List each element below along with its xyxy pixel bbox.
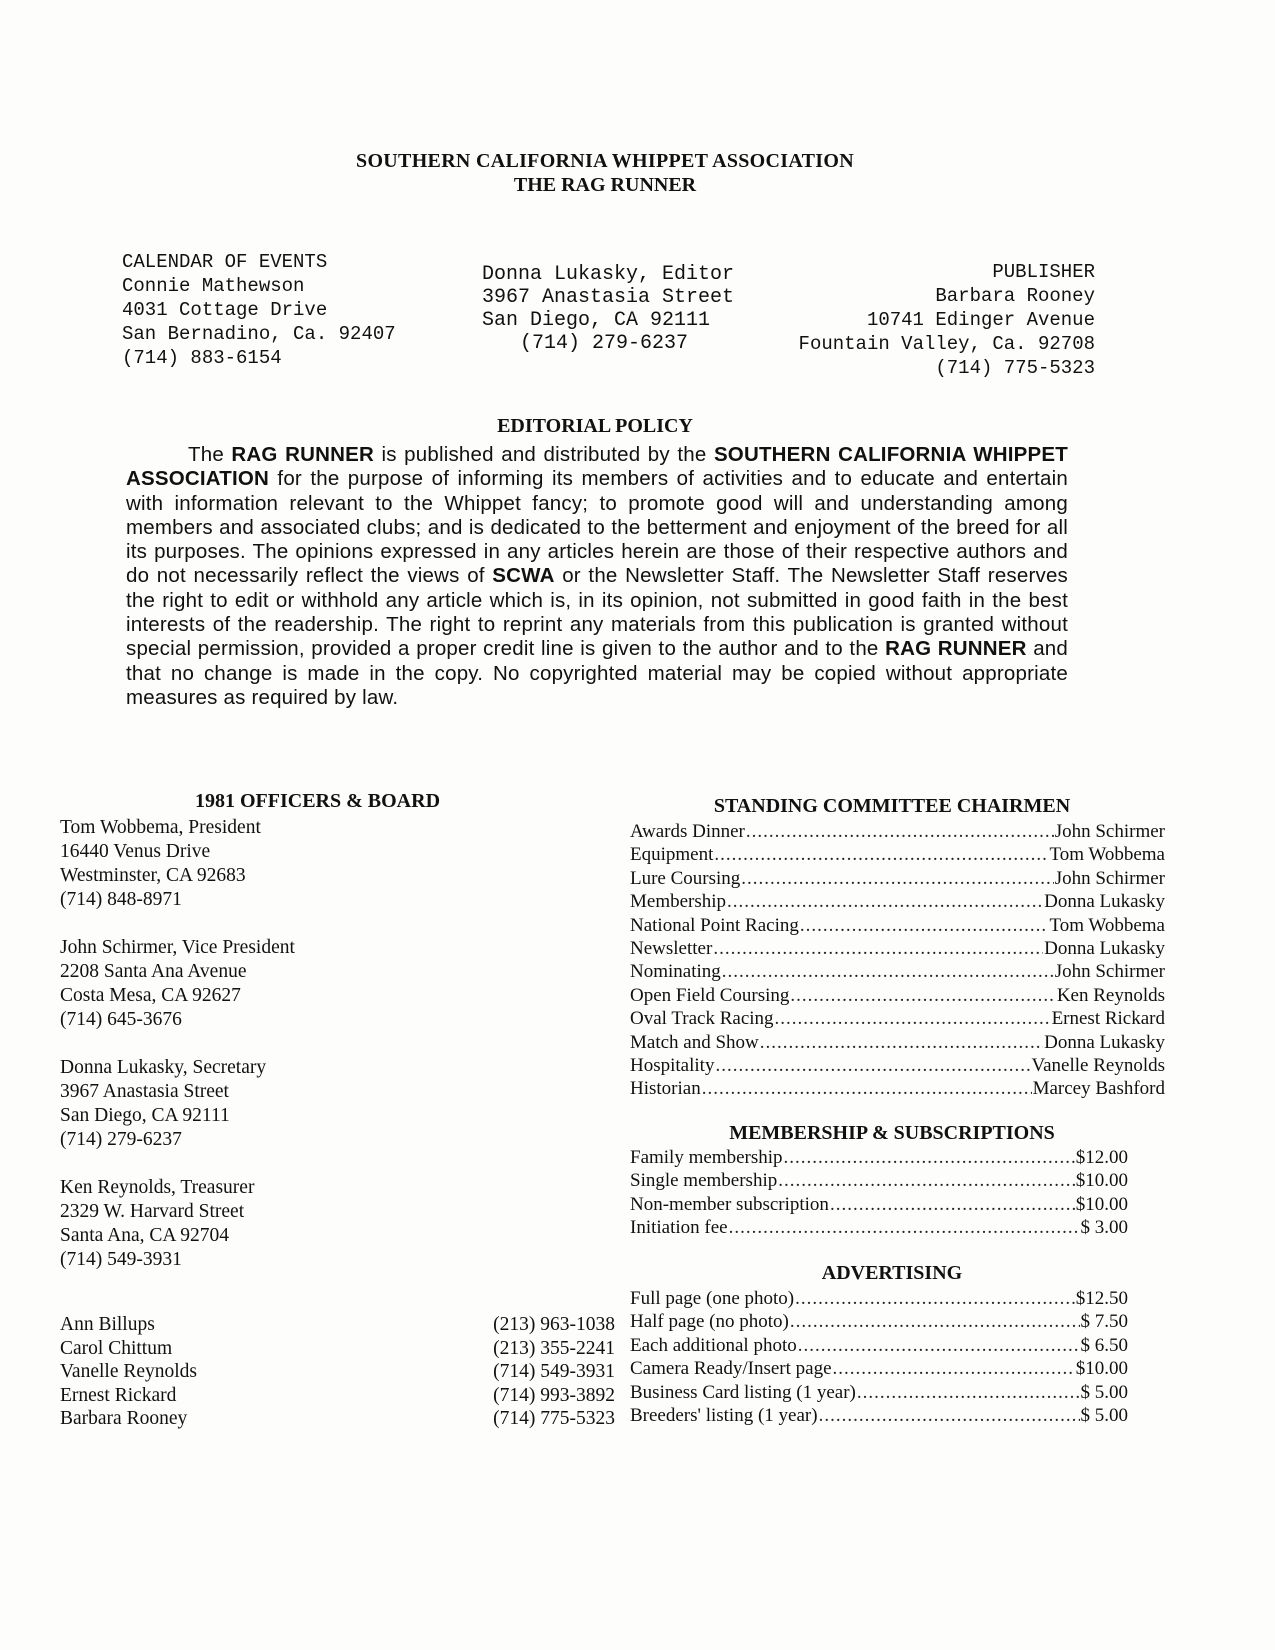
officer-line: (714) 645-3676 — [60, 1009, 182, 1030]
row-value: Tom Wobbema — [1049, 844, 1165, 866]
board-members-list — [60, 1313, 620, 1431]
row-label: Awards Dinner — [630, 821, 745, 842]
officer-line: Santa Ana, CA 92704 — [60, 1225, 229, 1246]
row-label: Open Field Coursing — [630, 984, 790, 1006]
association-title: SOUTHERN CALIFORNIA WHIPPET ASSOCIATION — [356, 150, 854, 172]
officer-line: Westminster, CA 92683 — [60, 865, 246, 886]
row-value: John Schirmer — [1054, 961, 1165, 983]
row-value: $ 5.00 — [1080, 1381, 1128, 1403]
row-label: Historian — [630, 1078, 701, 1100]
dot-leader — [727, 890, 1043, 913]
editorial-policy-text — [126, 443, 1068, 710]
officer-entry — [60, 816, 360, 912]
row-value: $ 6.50 — [1080, 1334, 1128, 1356]
list-row — [630, 1357, 1128, 1380]
board-member-phone: (213) 355-2241 — [493, 1337, 615, 1359]
board-member-name: Ernest Rickard — [60, 1384, 177, 1406]
row-value: Ernest Rickard — [1051, 1008, 1165, 1030]
policy-text: or the Newsletter Staff. The Newsletter Staff reserves the right to edit or withhold any article which is, in its opinion, not submitted in good faith in the best interests of the readership. The right to reprint any materials from this publication is granted without special permission, provided a proper credit line is given to the author and to the — [126, 564, 1069, 661]
officer-line: Ken Reynolds, Treasurer — [60, 1177, 255, 1198]
list-row — [630, 1054, 1165, 1077]
editor-line: (714) 279-6237 — [520, 332, 689, 355]
row-label: Non-member subscription — [630, 1193, 829, 1215]
list-row — [630, 1193, 1128, 1216]
editor-line: 3967 Anastasia Street — [482, 286, 735, 309]
row-label: Business Card listing (1 year) — [630, 1381, 856, 1403]
row-value: John Schirmer — [1054, 821, 1165, 842]
list-row — [630, 820, 1165, 843]
committee-title: STANDING COMMITTEE CHAIRMEN — [713, 795, 1071, 817]
dot-leader — [760, 1031, 1043, 1054]
editor-line: Donna Lukasky, Editor — [482, 263, 735, 286]
board-member-row — [60, 1360, 615, 1384]
newsletter-title: THE RAG RUNNER — [513, 174, 697, 196]
dot-leader — [798, 1334, 1080, 1357]
row-label: Each additional photo — [630, 1334, 797, 1356]
board-member-name: Barbara Rooney — [60, 1408, 188, 1429]
row-value: Ken Reynolds — [1056, 984, 1165, 1006]
dot-leader — [741, 867, 1053, 890]
officer-line: 2329 W. Harvard Street — [60, 1201, 245, 1222]
row-value: $10.00 — [1075, 1170, 1128, 1192]
row-label: Half page (no photo) — [630, 1311, 789, 1333]
policy-text: is published and distributed by the — [373, 443, 714, 466]
row-value: $ 5.00 — [1080, 1405, 1128, 1427]
officer-line: 2208 Santa Ana Avenue — [60, 961, 247, 982]
row-value: $10.00 — [1075, 1193, 1128, 1215]
calendar-line: San Bernadino, Ca. 92407 — [122, 323, 396, 345]
policy-bold: SCWA — [492, 564, 555, 588]
publisher-contact — [760, 260, 1095, 380]
list-row — [630, 984, 1165, 1007]
row-value: Donna Lukasky — [1044, 1031, 1165, 1053]
calendar-line: 4031 Cottage Drive — [122, 299, 328, 321]
calendar-line: Connie Mathewson — [122, 275, 305, 297]
dot-leader — [790, 1310, 1080, 1333]
row-label: Lure Coursing — [630, 867, 741, 889]
row-value: $12.50 — [1075, 1288, 1128, 1309]
board-member-name: Ann Billups — [60, 1314, 155, 1335]
advertising-title: ADVERTISING — [821, 1262, 963, 1284]
officers-title: 1981 OFFICERS & BOARD — [195, 790, 441, 812]
list-row — [630, 914, 1165, 937]
row-value: Donna Lukasky — [1044, 891, 1165, 913]
row-value: Vanelle Reynolds — [1031, 1055, 1165, 1077]
row-label: Full page (one photo) — [630, 1288, 795, 1309]
list-row — [630, 1310, 1128, 1333]
officer-line: (714) 279-6237 — [60, 1129, 182, 1150]
row-label: Hospitality — [630, 1055, 715, 1077]
policy-bold: RAG RUNNER — [231, 443, 374, 466]
list-row — [630, 890, 1165, 913]
policy-text: and that no change is made in the copy. No copyrighted material may be copied without appropriate measures as required by law. — [126, 637, 1069, 709]
officer-line: (714) 549-3931 — [60, 1249, 182, 1270]
editorial-policy-title: EDITORIAL POLICY — [497, 415, 693, 437]
row-label: Nominating — [630, 961, 721, 983]
row-value: $ 7.50 — [1080, 1311, 1128, 1333]
board-member-row — [60, 1407, 615, 1431]
membership-title: MEMBERSHIP & SUBSCRIPTIONS — [729, 1122, 1055, 1144]
board-member-phone: (213) 963-1038 — [493, 1314, 615, 1335]
officer-line: Costa Mesa, CA 92627 — [60, 985, 241, 1006]
row-value: Marcey Bashford — [1032, 1078, 1165, 1100]
list-row — [630, 1287, 1128, 1310]
board-member-row — [60, 1384, 615, 1408]
editor-line: San Diego, CA 92111 — [482, 309, 711, 332]
dot-leader — [715, 1054, 1030, 1077]
publisher-line: Fountain Valley, Ca. 92708 — [798, 333, 1095, 355]
list-row — [630, 867, 1165, 890]
list-row — [630, 1169, 1128, 1192]
board-member-phone: (714) 993-3892 — [493, 1384, 615, 1406]
dot-leader — [795, 1287, 1075, 1310]
officer-line: San Diego, CA 92111 — [60, 1105, 230, 1126]
policy-bold: SOUTHERN CALIFORNIA WHIPPET ASSOCIATION — [126, 443, 1068, 491]
officer-line: (714) 848-8971 — [60, 889, 182, 910]
editor-contact — [482, 263, 734, 355]
row-label: Breeders' listing (1 year) — [630, 1405, 818, 1427]
publisher-heading: PUBLISHER — [992, 261, 1095, 283]
dot-leader — [775, 1007, 1051, 1030]
board-member-phone: (714) 775-5323 — [493, 1408, 615, 1429]
dot-leader — [833, 1357, 1075, 1380]
row-label: Camera Ready/Insert page — [630, 1358, 832, 1380]
dot-leader — [819, 1404, 1080, 1427]
dot-leader — [702, 1077, 1032, 1100]
row-label: Equipment — [630, 844, 714, 866]
advertising-list — [630, 1287, 1128, 1427]
list-row — [630, 1216, 1128, 1239]
row-value: $ 3.00 — [1080, 1217, 1128, 1239]
officer-line: Donna Lukasky, Secretary — [60, 1057, 267, 1078]
list-row — [630, 1404, 1128, 1427]
list-row — [630, 1031, 1165, 1054]
officer-line: John Schirmer, Vice President — [60, 937, 295, 958]
officer-line: 16440 Venus Drive — [60, 841, 211, 862]
list-row — [630, 843, 1165, 866]
list-row — [630, 1146, 1128, 1169]
row-value: $10.00 — [1075, 1358, 1128, 1380]
publisher-line: (714) 775-5323 — [935, 357, 1095, 379]
row-label: Family membership — [630, 1147, 783, 1168]
calendar-line: (714) 883-6154 — [122, 347, 282, 369]
row-value: $12.00 — [1075, 1147, 1128, 1168]
row-label: Oval Track Racing — [630, 1008, 774, 1030]
list-row — [630, 960, 1165, 983]
row-label: Match and Show — [630, 1031, 759, 1053]
dot-leader — [800, 914, 1049, 937]
row-value: Donna Lukasky — [1044, 938, 1165, 960]
board-member-phone: (714) 549-3931 — [493, 1361, 615, 1382]
officer-line: 3967 Anastasia Street — [60, 1081, 229, 1102]
calendar-contact — [122, 250, 396, 370]
dot-leader — [784, 1146, 1075, 1169]
membership-list — [630, 1146, 1128, 1240]
officer-entry — [60, 1056, 360, 1152]
dot-leader — [722, 960, 1054, 983]
board-member-row — [60, 1337, 615, 1361]
officer-entry — [60, 1176, 360, 1272]
publisher-line: Barbara Rooney — [935, 285, 1095, 307]
list-row — [630, 937, 1165, 960]
dot-leader — [830, 1193, 1075, 1216]
dot-leader — [778, 1169, 1075, 1192]
row-label: Initiation fee — [630, 1217, 728, 1239]
board-member-name: Carol Chittum — [60, 1337, 173, 1359]
list-row — [630, 1007, 1165, 1030]
dot-leader — [857, 1381, 1080, 1404]
board-member-name: Vanelle Reynolds — [60, 1361, 198, 1382]
dot-leader — [790, 984, 1055, 1007]
committee-list — [630, 820, 1165, 1101]
dot-leader — [714, 843, 1048, 866]
list-row — [630, 1334, 1128, 1357]
calendar-heading: CALENDAR OF EVENTS — [122, 251, 328, 273]
officer-entry — [60, 936, 360, 1032]
list-row — [630, 1077, 1165, 1100]
row-label: Single membership — [630, 1170, 778, 1192]
policy-text: for the purpose of informing its members of activities and to educate and entertain with information relevant to the Whippet fancy; to promote good will and understanding among members and associated clubs; and is dedicated to the betterment and enjoyment of the breed for all its purposes. The opinions expressed in any articles herein are those of their respective authors and do not necessarily reflect the views of — [126, 467, 1068, 588]
officers-list — [60, 816, 360, 1296]
row-value: Tom Wobbema — [1049, 914, 1165, 936]
row-label: Membership — [630, 891, 727, 913]
dot-leader — [729, 1216, 1080, 1239]
officer-line: Tom Wobbema, President — [60, 817, 261, 838]
policy-bold: RAG RUNNER — [885, 637, 1027, 661]
dot-leader — [713, 937, 1043, 960]
row-value: John Schirmer — [1054, 867, 1165, 889]
publisher-line: 10741 Edinger Avenue — [866, 309, 1095, 331]
row-label: National Point Racing — [630, 914, 799, 936]
dot-leader — [746, 820, 1054, 843]
row-label: Newsletter — [630, 938, 713, 960]
policy-text: The — [188, 443, 232, 466]
board-member-row — [60, 1313, 615, 1337]
list-row — [630, 1381, 1128, 1404]
